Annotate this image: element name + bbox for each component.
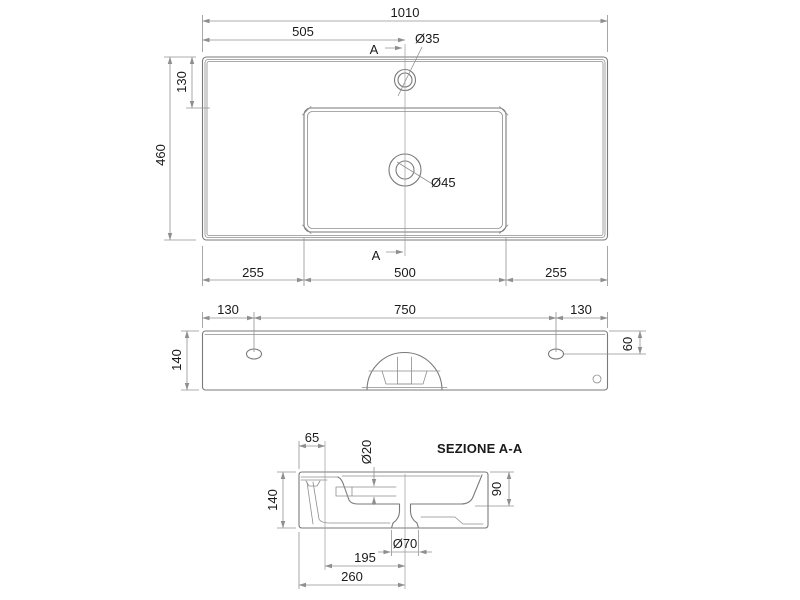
- front-view: [169, 302, 646, 390]
- dim-drain-text: Ø70: [392, 536, 418, 551]
- section-title: SEZIONE A-A: [437, 441, 523, 456]
- section-outline: [299, 472, 488, 528]
- drain-hole-label: Ø45: [431, 175, 456, 190]
- faucet-hole-label: Ø35: [415, 31, 440, 46]
- dim-back-to-drain: [299, 532, 405, 589]
- front-outline: [203, 331, 608, 390]
- dim-overall-width-text: 1010: [390, 5, 420, 20]
- dim-basin-text: 500: [394, 265, 416, 280]
- dim-section-height-text: 140: [265, 489, 280, 511]
- dim-half-width-text: 505: [292, 24, 314, 39]
- dim-back-offset-text: 65: [304, 430, 320, 445]
- outlet-hole: [593, 375, 601, 383]
- dim-back-to-drain-text: 260: [341, 569, 363, 584]
- dim-half-width: [203, 24, 406, 40]
- section-bowl-profile: [338, 475, 482, 504]
- dim-front-row: [203, 302, 608, 352]
- dim-section-height: [265, 472, 296, 528]
- dim-left-text: 255: [242, 265, 264, 280]
- section-letter-top: A: [369, 42, 379, 57]
- dim-hole-to-drain: [325, 550, 405, 566]
- section-front-recess: [421, 517, 483, 524]
- dim-depth-text: 460: [153, 144, 168, 166]
- section-back-wall: [307, 482, 390, 524]
- dim-front-span-text: 750: [394, 302, 416, 317]
- dome-slot: [398, 357, 412, 384]
- section-view: [265, 430, 523, 589]
- dim-hole-down-text: 60: [620, 336, 635, 352]
- top-view: [153, 5, 608, 286]
- dim-right-text: 255: [545, 265, 567, 280]
- section-back-ledge: [301, 477, 338, 480]
- dim-fix-hole-text: Ø20: [359, 439, 374, 465]
- dome-cup: [382, 371, 427, 384]
- dim-hole-offset-text: 130: [174, 71, 189, 93]
- dim-front-right-text: 130: [570, 302, 592, 317]
- dim-front-height: [169, 331, 199, 390]
- dim-hole-to-drain-text: 195: [354, 550, 376, 565]
- dim-front-height-text: 140: [169, 349, 184, 371]
- dim-bowl-depth-text: 90: [489, 481, 504, 497]
- dim-front-left-text: 130: [217, 302, 239, 317]
- section-letter-bottom: A: [371, 248, 381, 263]
- dim-back-offset: [299, 430, 325, 469]
